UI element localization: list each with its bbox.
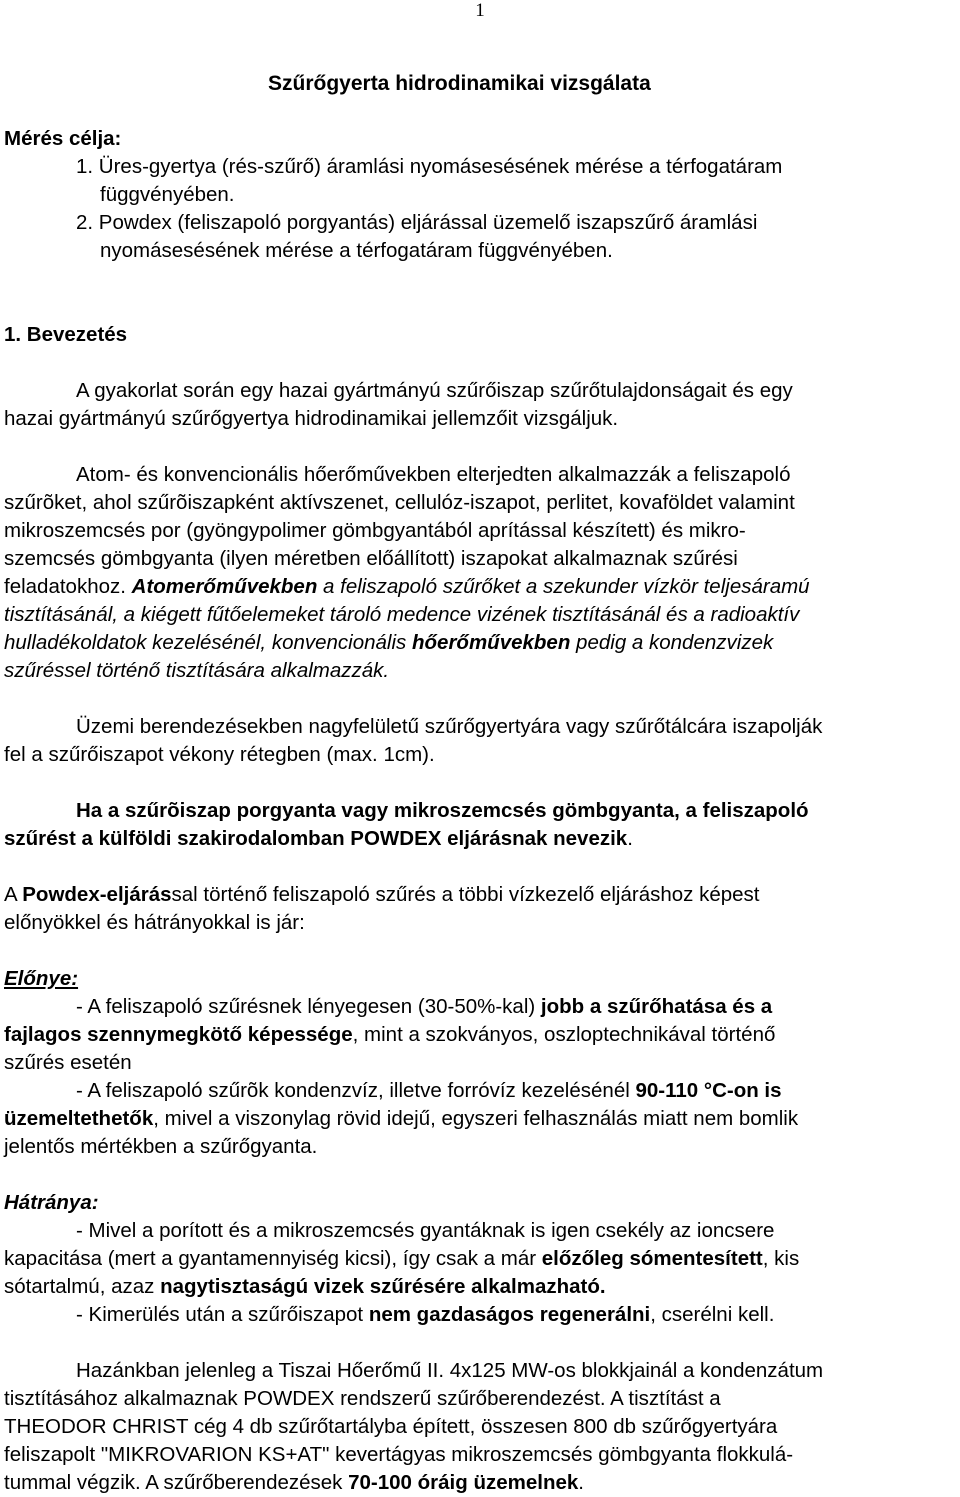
powdex-definition: szűrést a külföldi szakirodalomban POWDEX eljárásnak nevezik	[4, 827, 628, 850]
advantage-2-line-3: jelentős mértékben a szűrőgyanta.	[4, 1135, 318, 1158]
goal-heading: Mérés célja:	[4, 127, 122, 150]
document-title: Szűrőgyerta hidrodinamikai vizsgálata	[268, 72, 651, 95]
text-run: - A feliszapoló szűrésnek lényegesen (30-50%-kal)	[76, 995, 541, 1018]
advantage-2-line-2	[4, 1105, 798, 1133]
emphasis-operating-hours: 70-100 óráig üzemelnek	[348, 1471, 579, 1494]
text-run: pedig a kondenzvizek	[570, 631, 774, 654]
paragraph-3-line-2: fel a szűrőiszapot vékony rétegben (max. 1cm).	[4, 743, 435, 766]
closing-line-2: tisztításához alkalmaznak POWDEX rendszerű szűrőberendezést. A tisztítást a	[4, 1387, 721, 1410]
text-run: , cserélni kell.	[650, 1303, 775, 1326]
emphasis-dirt-capacity: fajlagos szennymegkötő képessége	[4, 1023, 353, 1046]
emphasis-desalinated: előzőleg sómentesített	[541, 1247, 763, 1270]
goal-item-1-line-2: függvényében.	[100, 183, 235, 206]
disadvantage-1-line-1: - Mivel a porított és a mikroszemcsés gyantáknak is igen csekély az ioncsere	[76, 1219, 775, 1242]
text-run: kapacitása (mert a gyantamennyiség kicsi), így csak a már	[4, 1247, 542, 1270]
emphasis-nuclear-plants: Atomerőművekben	[131, 575, 318, 598]
powdex-process-term: Powdex-eljárás	[22, 883, 172, 906]
closing-line-4: feliszapolt "MIKROVARION KS+AT" kevertágyas mikroszemcsés gömbgyanta flokkulá-	[4, 1443, 794, 1466]
closing-line-3: THEODOR CHRIST cég 4 db szűrőtartályba épített, összesen 800 db szűrőgyertyára	[4, 1415, 778, 1438]
section-heading-introduction: 1. Bevezetés	[4, 323, 128, 346]
emphasis-filter-efficiency: jobb a szűrőhatása és a	[540, 995, 773, 1018]
goal-item-2-line-1: 2. Powdex (feliszapoló porgyantás) eljárással üzemelő iszapszűrő áramlási	[76, 211, 758, 234]
text-run: a feliszapoló szűrőket a szekunder vízkör teljesáramú	[317, 575, 810, 598]
disadvantages-heading: Hátránya:	[4, 1191, 99, 1214]
paragraph-4-line-1: Ha a szűrõiszap porgyanta vagy mikroszemcsés gömbgyanta, a feliszapoló	[76, 799, 809, 822]
disadvantage-1-line-2	[4, 1245, 799, 1273]
emphasis-thermal-plants: hőerőművekben	[412, 631, 571, 654]
paragraph-2-line-4: szemcsés gömbgyanta (ilyen méretben előállított) iszapokat alkalmaznak szűrési	[4, 547, 738, 570]
goal-item-2-line-2: nyomásesésének mérése a térfogatáram függvényében.	[100, 239, 613, 262]
paragraph-3-line-1: Üzemi berendezésekben nagyfelületű szűrőgyertyára vagy szűrőtálcára iszapolják	[76, 715, 823, 738]
paragraph-2-line-7	[4, 629, 773, 657]
text-run: .	[578, 1471, 584, 1494]
advantage-2-line-1	[76, 1077, 782, 1105]
text-run: sal történő feliszapoló szűrés a többi vízkezelő eljáráshoz képest	[171, 883, 760, 906]
text-run: hulladékoldatok kezelésénél, konvencionális	[4, 631, 412, 654]
emphasis-operable: üzemeltethetők	[4, 1107, 154, 1130]
paragraph-2-line-3: mikroszemcsés por (gyöngypolimer gömbgyantából aprítással készített) és mikro-	[4, 519, 746, 542]
paragraph-2-line-6: tisztításánál, a kiégett fűtőelemeket tároló medence vizének tisztításánál és a radioaktív	[4, 603, 800, 626]
paragraph-4-line-2	[4, 825, 633, 853]
disadvantage-1-line-3	[4, 1273, 606, 1301]
text-run: A	[4, 883, 23, 906]
paragraph-2-line-8: szűréssel történő tisztítására alkalmazzák.	[4, 659, 390, 682]
paragraph-2-line-5	[4, 573, 810, 601]
paragraph-2-line-2: szűrõket, ahol szűrõiszapként aktívszenet, cellulóz-iszapot, perlitet, kovaföldet valamint	[4, 491, 795, 514]
paragraph-1-line-2: hazai gyártmányú szűrőgyertya hidrodinamikai jellemzőit vizsgáljuk.	[4, 407, 619, 430]
emphasis-temperature: 90-110 °C-on is	[635, 1079, 782, 1102]
emphasis-high-purity: nagytisztaságú vizek szűrésére alkalmazható.	[160, 1275, 606, 1298]
text-run: , mivel a viszonylag rövid idejű, egyszeri felhasználás miatt nem bomlik	[153, 1107, 799, 1130]
disadvantage-2-line-1	[76, 1301, 774, 1329]
text-run: , mint a szokványos, oszloptechnikával történő	[352, 1023, 776, 1046]
text-run: , kis	[762, 1247, 800, 1270]
paragraph-1-line-1: A gyakorlat során egy hazai gyártmányú szűrőiszap szűrőtulajdonságait és egy	[76, 379, 793, 402]
advantage-1-line-1	[76, 993, 772, 1021]
text-run: feladatokhoz.	[4, 575, 126, 598]
paragraph-2-line-1: Atom- és konvencionális hőerőművekben elterjedten alkalmazzák a feliszapoló	[76, 463, 791, 486]
advantages-heading: Előnye:	[4, 967, 79, 990]
advantage-1-line-2	[4, 1021, 775, 1049]
advantage-1-line-3: szűrés esetén	[4, 1051, 132, 1074]
goal-item-1-line-1: 1. Üres-gyertya (rés-szűrő) áramlási nyomásesésének mérése a térfogatáram	[76, 155, 783, 178]
text-run: tummal végzik. A szűrőberendezések	[4, 1471, 349, 1494]
page-number: 1	[475, 0, 485, 21]
text-run: - Kimerülés után a szűrőiszapot	[76, 1303, 369, 1326]
paragraph-5-line-1	[4, 881, 760, 909]
text-run: .	[627, 827, 633, 850]
text-run: - A feliszapoló szűrõk kondenzvíz, illetve forróvíz kezelésénél	[76, 1079, 636, 1102]
emphasis-not-economical: nem gazdaságos regenerálni	[368, 1303, 651, 1326]
closing-line-1: Hazánkban jelenleg a Tiszai Hőerőmű II. 4x125 MW-os blokkjainál a kondenzátum	[76, 1359, 824, 1382]
paragraph-5-line-2: előnyökkel és hátrányokkal is jár:	[4, 911, 305, 934]
text-run: sótartalmú, azaz	[4, 1275, 161, 1298]
closing-line-5	[4, 1469, 584, 1497]
